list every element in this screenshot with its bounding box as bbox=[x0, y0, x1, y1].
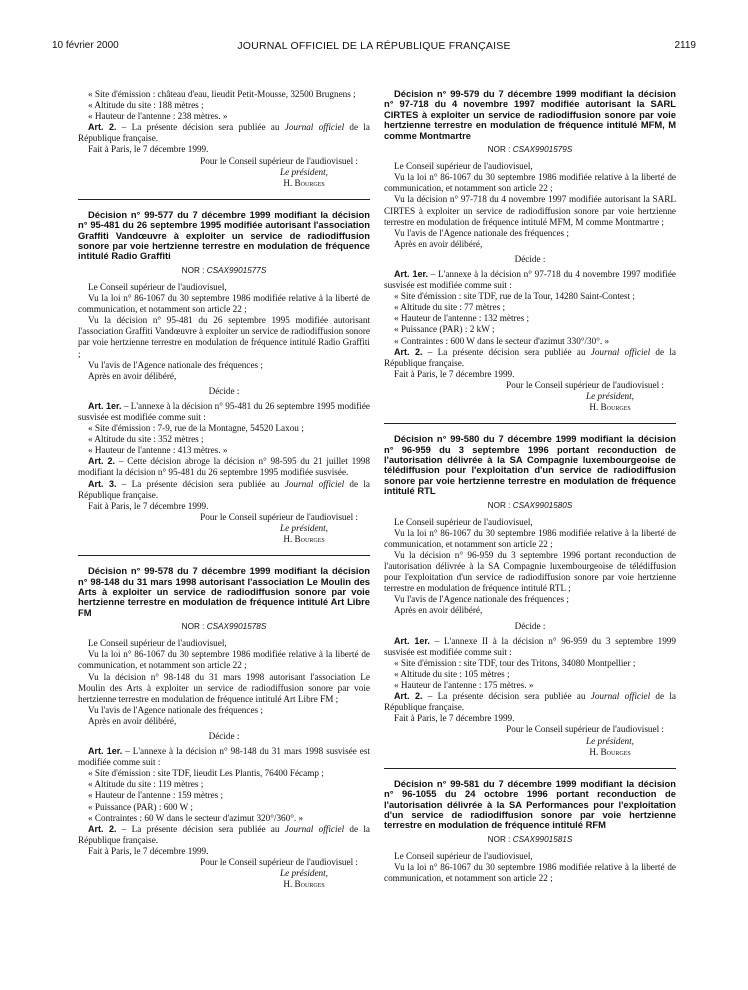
fait-line: Fait à Paris, le 7 décembre 1999. bbox=[88, 500, 209, 511]
article-paragraph: Art. 2. – La présente décision sera publiée au Journal officiel de la République française. bbox=[78, 823, 371, 845]
text-line: « Site d'émission : 7-9, rue de la Montagne, 54520 Laxou ; bbox=[88, 423, 304, 434]
text-line: Vu la décision n° 97-718 du 4 novembre 1997 modifiée autorisant la SARL CIRTES à exploiter un service de radiodiffusion sonore par voie hertzienne terrestre en modulation de fréquence intitulé MFM, M comme Montmartre ; bbox=[384, 194, 676, 227]
fait-line: Fait à Paris, le 7 décembre 1999. bbox=[88, 144, 209, 155]
article-paragraph bbox=[78, 122, 370, 144]
decide-heading: Décide : bbox=[514, 253, 546, 264]
decision-title: Décision n° 99-579 du 7 décembre 1999 modifiant la décision n° 97-718 du 4 novembre 1997 modifiée autorisant la SARL CIRTES à exploiter un service de radiodiffusion sonore par voie hertzienne terrestre en modulation de fréquence intitulé MFM, M comme Montmartre bbox=[384, 88, 676, 141]
page-header bbox=[52, 40, 696, 54]
left-column bbox=[78, 89, 370, 890]
article-paragraph: Art. 2. – La présente décision sera publiée au Journal officiel de la République française. bbox=[384, 691, 677, 713]
nor-reference: NOR : CSAX9901579S bbox=[487, 145, 573, 155]
right-column bbox=[384, 89, 676, 884]
signature-title: Le président, bbox=[586, 391, 634, 401]
text-line: Après en avoir délibéré, bbox=[88, 715, 177, 726]
decide-heading: Décide : bbox=[514, 620, 546, 631]
text-line: Vu la décision n° 95-481 du 26 septembre 1995 modifiée autorisant l'association Graffiti Vandœuvre à exploiter un service de radiodiffusion sonore par voie hertzienne terrestre en modulation de fréquence intitulé Radio Graffiti ; bbox=[78, 315, 370, 359]
signature-name: H. Bourges bbox=[589, 402, 631, 413]
article-label: Art. 2. bbox=[88, 122, 117, 133]
text-line: Le Conseil supérieur de l'audiovisuel, bbox=[394, 850, 533, 861]
journal-name: Journal officiel bbox=[284, 122, 345, 133]
text-line: « Hauteur de l'antenne : 413 mètres. » bbox=[88, 445, 228, 456]
decision-title: Décision n° 99-577 du 7 décembre 1999 modifiant la décision n° 95-481 du 26 septembre 1995 modifiée autorisant l'association Graffiti Vandœuvre à exploiter un service de radiodiffusion sonore par voie hertzienne terrestre en modulation de fréquence intitulé Radio Graffiti bbox=[78, 208, 370, 262]
article-paragraph: Art. 1er. – L'annexe à la décision n° 97-718 du 4 novembre 1997 modifiée susvisée est modifiée comme suit : bbox=[384, 268, 676, 291]
text-line: Après en avoir délibéré, bbox=[394, 238, 483, 249]
text-line: « Puissance (PAR) : 2 kW ; bbox=[394, 324, 495, 335]
section-divider bbox=[384, 423, 676, 424]
section-divider bbox=[78, 555, 370, 556]
article-paragraph: Art. 1er. – L'annexe à la décision n° 98-148 du 31 mars 1998 susvisée est modifiée comme suit : bbox=[78, 746, 370, 768]
fait-line: Fait à Paris, le 7 décembre 1999. bbox=[88, 845, 209, 856]
text-line: Le Conseil supérieur de l'audiovisuel, bbox=[394, 161, 533, 172]
text-line: « Puissance (PAR) : 600 W ; bbox=[88, 801, 193, 812]
text-line: « Contraintes : 60 W dans le secteur d'azimut 320°/360°. » bbox=[88, 812, 304, 823]
text-line: « Site d'émission : site TDF, tour des Tritons, 34080 Montpellier ; bbox=[394, 657, 636, 668]
article-text: de la République française. bbox=[78, 122, 371, 144]
text-line: « Hauteur de l'antenne : 159 mètres ; bbox=[88, 790, 224, 801]
text-line: « Hauteur de l'antenne : 238 mètres. » bbox=[88, 111, 228, 122]
text-line: « Altitude du site : 352 mètres ; bbox=[88, 434, 204, 445]
fait-line: Fait à Paris, le 7 décembre 1999. bbox=[394, 368, 515, 379]
text-line: « Altitude du site : 119 mètres ; bbox=[88, 779, 204, 790]
signature-name: H. Bourges bbox=[283, 879, 325, 890]
article-paragraph: Art. 2. – La présente décision sera publiée au Journal officiel de la République française. bbox=[384, 346, 677, 368]
text-line: Après en avoir délibéré, bbox=[394, 605, 483, 616]
text-line: Vu la loi n° 86-1067 du 30 septembre 1986 modifiée relative à la liberté de communication, et notamment son article 22 ; bbox=[78, 293, 370, 315]
text-line: « Altitude du site : 188 mètres ; bbox=[88, 100, 204, 111]
text-line: Le Conseil supérieur de l'audiovisuel, bbox=[88, 281, 227, 292]
text-line: Vu l'avis de l'Agence nationale des fréquences ; bbox=[88, 359, 263, 370]
text-line: Après en avoir délibéré, bbox=[88, 370, 177, 381]
text-line: « Contraintes : 600 W dans le secteur d'azimut 330°/30°. » bbox=[394, 335, 610, 346]
text-line: « Altitude du site : 105 mètres ; bbox=[394, 668, 510, 679]
text-line: Vu la loi n° 86-1067 du 30 septembre 1986 modifiée relative à la liberté de communication, et notamment son article 22 ; bbox=[384, 172, 676, 194]
text-line: Vu l'avis de l'Agence nationale des fréquences ; bbox=[394, 594, 569, 605]
decision-title: Décision n° 99-580 du 7 décembre 1999 modifiant la décision n° 96-959 du 3 septembre 1996 portant reconduction de l'autorisation délivrée à la SA Compagnie luxembourgeoise de télédiffusion pour l'exploitation d'un service de radiodiffusion sonore par voie hertzienne terrestre en modulation de fréquence intitulé RTL bbox=[384, 433, 676, 497]
signature-intro: Pour le Conseil supérieur de l'audiovisuel : bbox=[200, 511, 358, 522]
text-line: « Altitude du site : 77 mètres ; bbox=[394, 302, 506, 313]
text-line: Vu la décision n° 98-148 du 31 mars 1998 autorisant l'association Le Moulin des Arts à exploiter un service de radiodiffusion sonore par voie hertzienne terrestre en modulation de fréquence intitulé Art Libre FM ; bbox=[78, 671, 370, 704]
text-line: Vu la loi n° 86-1067 du 30 septembre 1986 modifiée relative à la liberté de communication, et notamment son article 22 ; bbox=[384, 861, 676, 883]
text-line: « Site d'émission : site TDF, rue de la Tour, 14280 Saint-Contest ; bbox=[394, 291, 635, 302]
nor-reference: NOR : CSAX9901581S bbox=[487, 834, 573, 844]
section-divider bbox=[384, 768, 676, 769]
text-line: « Hauteur de l'antenne : 132 mètres ; bbox=[394, 313, 530, 324]
signature-intro: Pour le Conseil supérieur de l'audiovisuel : bbox=[200, 857, 358, 868]
decision-title: Décision n° 99-578 du 7 décembre 1999 modifiant la décision n° 98-148 du 31 mars 1998 autorisant l'association Le Moulin des Arts à exploiter un service de radiodiffusion sonore par voie hertzienne terrestre en modulation de fréquence intitulé Art Libre FM bbox=[78, 565, 370, 618]
text-line: Vu l'avis de l'Agence nationale des fréquences ; bbox=[88, 704, 263, 715]
text-line: « Site d'émission : château d'eau, lieudit Petit-Mousse, 32500 Brugnens ; bbox=[88, 89, 356, 99]
page-number: 2119 bbox=[674, 40, 696, 51]
text-line: Vu l'avis de l'Agence nationale des fréquences ; bbox=[394, 227, 569, 238]
article-paragraph: Art. 3. – La présente décision sera publiée au Journal officiel de la République française. bbox=[78, 478, 371, 500]
journal-title: JOURNAL OFFICIEL DE LA RÉPUBLIQUE FRANÇAISE bbox=[237, 40, 511, 52]
text-line: Vu la loi n° 86-1067 du 30 septembre 1986 modifiée relative à la liberté de communication, et notamment son article 22 ; bbox=[384, 527, 676, 549]
signature-title: Le président, bbox=[280, 522, 328, 533]
text-line: Vu la décision n° 96-959 du 3 septembre 1996 portant reconduction de l'autorisation délivrée à la SA Compagnie luxembourgeoise de télédiffusion pour l'exploitation d'un service de radiodiffusion sonore par voie hertzienne terrestre en modulation de fréquence intitulé RTL ; bbox=[384, 550, 676, 594]
section-divider bbox=[78, 199, 370, 200]
decision-title: Décision n° 99-581 du 7 décembre 1999 modifiant la décision n° 96-1055 du 24 octobre 1996 portant reconduction de l'autorisation délivrée à la SA Performances pour l'exploitation d'un service de radiodiffusion sonore par voie hertzienne terrestre en modulation de fréquence intitulé RFM bbox=[384, 777, 676, 831]
text-line: « Hauteur de l'antenne : 175 mètres. » bbox=[394, 680, 534, 691]
signature-intro: Pour le Conseil supérieur de l'audiovisuel : bbox=[506, 379, 664, 390]
article-paragraph: Art. 1er. – L'annexe à la décision n° 95-481 du 26 septembre 1995 modifiée susvisée est modifiée comme suit : bbox=[78, 400, 370, 422]
text-line: Le Conseil supérieur de l'audiovisuel, bbox=[88, 638, 227, 649]
article-text: – La présente décision sera publiée au bbox=[116, 122, 285, 133]
signature-name: H. Bourges bbox=[283, 534, 325, 545]
nor-reference: NOR : CSAX9901577S bbox=[181, 265, 267, 275]
signature-title: Le président, bbox=[280, 868, 328, 879]
signature-name: H. Bourges bbox=[283, 177, 325, 188]
nor-reference: NOR : CSAX9901580S bbox=[487, 500, 573, 510]
text-line: Vu la loi n° 86-1067 du 30 septembre 1986 modifiée relative à la liberté de communication, et notamment son article 22 ; bbox=[78, 649, 370, 671]
header-date: 10 février 2000 bbox=[52, 40, 119, 51]
decide-heading: Décide : bbox=[208, 731, 240, 741]
signature-name: H. Bourges bbox=[589, 746, 631, 757]
fait-line: Fait à Paris, le 7 décembre 1999. bbox=[394, 713, 515, 724]
nor-reference: NOR : CSAX9901578S bbox=[181, 622, 267, 632]
signature-title: Le président, bbox=[280, 166, 328, 177]
article-paragraph: Art. 1er. – L'annexe II à la décision n° 96-959 du 3 septembre 1999 susvisée est modifiée comme suit : bbox=[384, 635, 676, 657]
signature-intro: Pour le Conseil supérieur de l'audiovisuel : bbox=[506, 724, 664, 735]
signature-intro: Pour le Conseil supérieur de l'audiovisuel : bbox=[200, 155, 358, 166]
signature-title: Le président, bbox=[586, 735, 634, 746]
decide-heading: Décide : bbox=[208, 385, 240, 396]
text-line: « Site d'émission : site TDF, lieudit Les Plantis, 76400 Fécamp ; bbox=[88, 768, 324, 779]
article-paragraph: Art. 2. – Cette décision abroge la décision n° 98-595 du 21 juillet 1998 modifiant la décision n° 95-481 du 26 septembre 1995 modifiée susvisée. bbox=[78, 456, 370, 478]
text-line: Le Conseil supérieur de l'audiovisuel, bbox=[394, 516, 533, 527]
